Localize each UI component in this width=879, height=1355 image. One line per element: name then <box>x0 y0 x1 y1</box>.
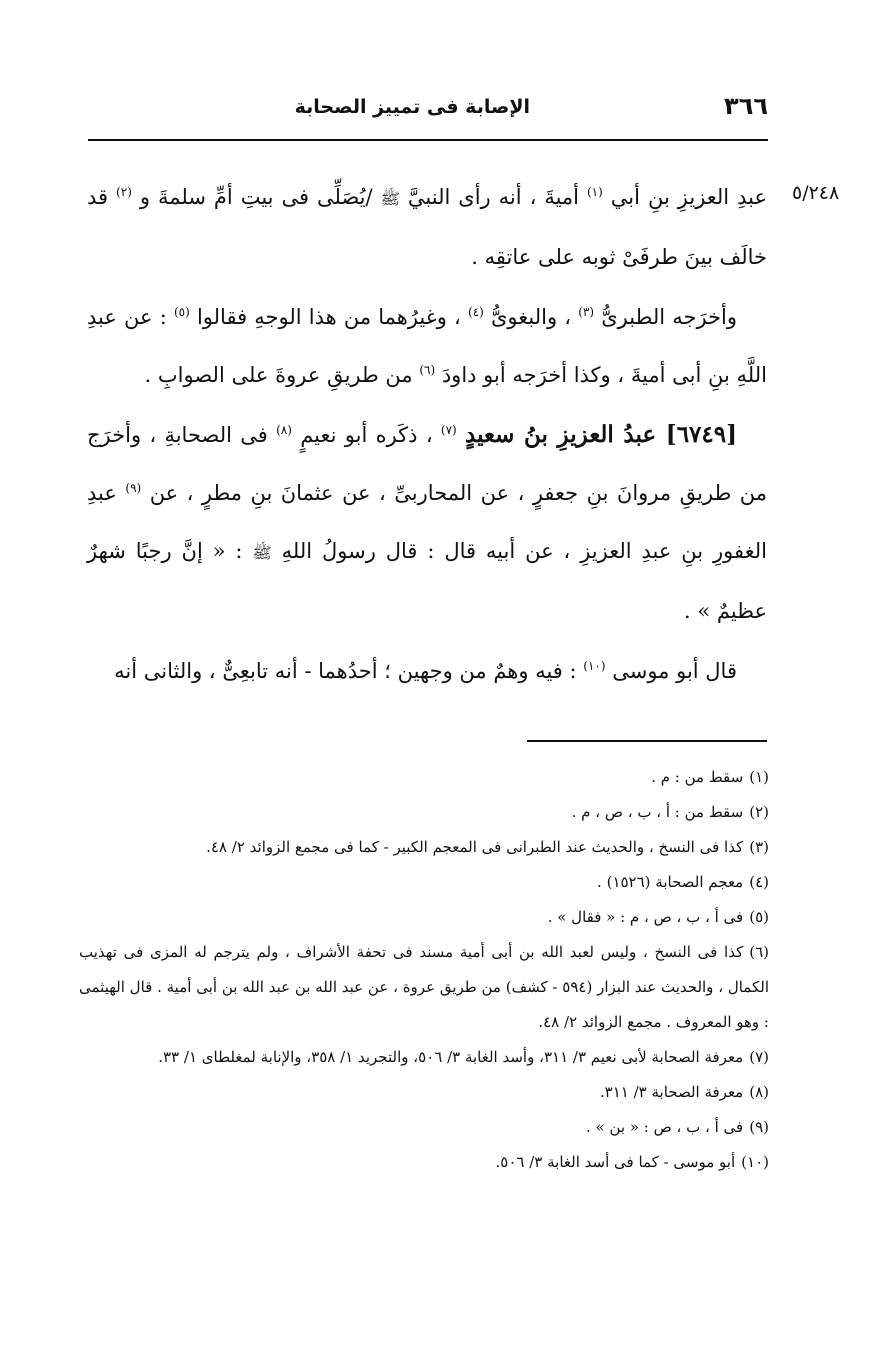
footnote-item <box>79 760 769 795</box>
footnote-item <box>79 1110 769 1145</box>
footnote-text: أبو موسى - كما فى أسد الغابة ٣/ ٥٠٦. <box>495 1153 736 1171</box>
footnote-item <box>79 795 769 830</box>
paragraph-1 <box>87 168 767 286</box>
p1-text-2: أميةَ ، أنه رأى النبيَّ <box>407 185 579 209</box>
footnote-number: (٤) <box>749 873 769 891</box>
footnote-marker-6: (٦) <box>419 363 436 377</box>
footnote-item <box>79 865 769 900</box>
main-text <box>87 168 767 700</box>
footnote-text: سقط من : أ ، ب ، ص ، م . <box>571 803 744 821</box>
margin-reference: ٥/٢٤٨ <box>792 182 840 204</box>
salawat-glyph: ﷺ <box>252 543 272 562</box>
footnote-text: فى أ ، ب ، ص ، م : « فقال » . <box>547 908 744 926</box>
p3-text-4: : « إنَّ رجبًا شهرٌ عظيمٌ » . <box>87 539 767 623</box>
footnote-number: (٥) <box>749 908 769 926</box>
p2-text-3: ، وغيرُهما من هذا الوجهِ فقالوا <box>196 305 461 329</box>
footnote-marker-10: (١٠) <box>583 659 606 673</box>
p3-text-2: فى الصحابةِ ، وأخرَج من طريقِ مروانَ بنِ جعفرٍ ، عن المحاربىِّ ، عن عثمانَ بنِ مطرٍ ، عن <box>87 423 767 505</box>
entry-heading: [٦٧٤٩] عبدُ العزيزِ بنُ سعيدٍ <box>465 421 737 448</box>
paragraph-4 <box>87 642 767 700</box>
p2-text-5: من طريقِ عروةَ على الصوابِ . <box>144 363 413 387</box>
paragraph-2 <box>87 288 767 404</box>
p1-text-4: قد خالَف بينَ طرفَىْ ثوبه على عاتقِه . <box>87 185 767 269</box>
footnote-item <box>79 830 769 865</box>
p3-text-1: ، ذكَره أبو نعيمٍ <box>300 423 433 447</box>
running-header <box>88 92 768 132</box>
paragraph-3 <box>87 406 767 640</box>
footnote-rule <box>527 740 767 742</box>
footnote-number: (٩) <box>749 1118 769 1136</box>
p4-text-1: قال أبو موسى <box>612 659 737 683</box>
footnote-text: كذا فى النسخ ، وليس لعبد الله بن أبى أمية مسند فى تحفة الأشراف ، ولم يترجم له المزى فى تهذيب الكمال ، والحديث عند البزار (٥٩٤ - كشف) من طريق عروة ، عن عبد الله بن عبد الله بن أبى أمية . قال الهيثمى : وهو المعروف . مجمع الزوائد ٢/ ٤٨. <box>79 943 769 1031</box>
header-rule <box>88 139 768 141</box>
footnote-marker-3: (٣) <box>578 305 595 319</box>
footnote-marker-8: (٨) <box>276 423 292 437</box>
footnote-text: معرفة الصحابة ٣/ ٣١١. <box>599 1083 744 1101</box>
footnote-marker-5: (٥) <box>173 305 190 319</box>
page-number: ٣٦٦ <box>724 92 768 120</box>
footnote-marker-7: (٧) <box>440 423 457 437</box>
footnotes <box>79 760 769 1180</box>
book-title: الإصابة فى تمييز الصحابة <box>294 96 530 118</box>
footnote-text: معرفة الصحابة لأبى نعيم ٣/ ٣١١، وأسد الغابة ٣/ ٥٠٦، والتجريد ١/ ٣٥٨، والإنابة لمغلطاى ١/ ٣٣. <box>158 1048 744 1066</box>
footnote-marker-4: (٤) <box>468 305 484 319</box>
footnote-number: (٢) <box>749 803 769 821</box>
p3-text-3: عبدِ الغفورِ بنِ عبدِ العزيزِ ، عن أبيه قال : قال رسولُ اللهِ <box>87 481 767 563</box>
footnote-marker-1: (١) <box>586 185 603 199</box>
footnote-item <box>79 935 769 1040</box>
footnote-number: (٧) <box>749 1048 769 1066</box>
footnote-item <box>79 1145 769 1180</box>
footnote-item <box>79 900 769 935</box>
footnote-number: (٣) <box>749 838 769 856</box>
p1-text-1: عبدِ العزيزِ بنِ أبي <box>610 185 768 209</box>
footnote-item <box>79 1040 769 1075</box>
footnote-text: فى أ ، ب ، ص : « بن » . <box>585 1118 744 1136</box>
p4-text-2: : فيه وهمٌ من وجهين ؛ أحدُهما - أنه تابعِىٌّ ، والثانى أنه <box>114 659 577 683</box>
footnote-number: (٦) <box>749 943 769 961</box>
footnote-marker-2: (٢) <box>116 185 132 199</box>
footnote-item <box>79 1075 769 1110</box>
footnote-number: (١) <box>749 768 769 786</box>
p2-text-1: وأخرَجه الطبرىُّ <box>601 305 737 329</box>
p1-text-3: /يُصَلِّى فى بيتِ أمِّ سلمةَ و <box>139 185 373 209</box>
salawat-glyph: ﷺ <box>380 189 400 208</box>
footnote-text: كذا فى النسخ ، والحديث عند الطبرانى فى المعجم الكبير - كما فى مجمع الزوائد ٢/ ٤٨. <box>206 838 744 856</box>
footnote-text: سقط من : م . <box>651 768 744 786</box>
footnote-number: (١٠) <box>741 1153 769 1171</box>
p2-text-4: : عن عبدِ اللَّهِ بنِ أبى أميةَ ، وكذا أخرَجه أبو داودَ <box>87 305 767 387</box>
p2-text-2: ، والبغوىُّ <box>491 305 572 329</box>
footnote-number: (٨) <box>749 1083 769 1101</box>
footnote-marker-9: (٩) <box>125 481 142 495</box>
footnote-text: معجم الصحابة (١٥٢٦) . <box>597 873 744 891</box>
